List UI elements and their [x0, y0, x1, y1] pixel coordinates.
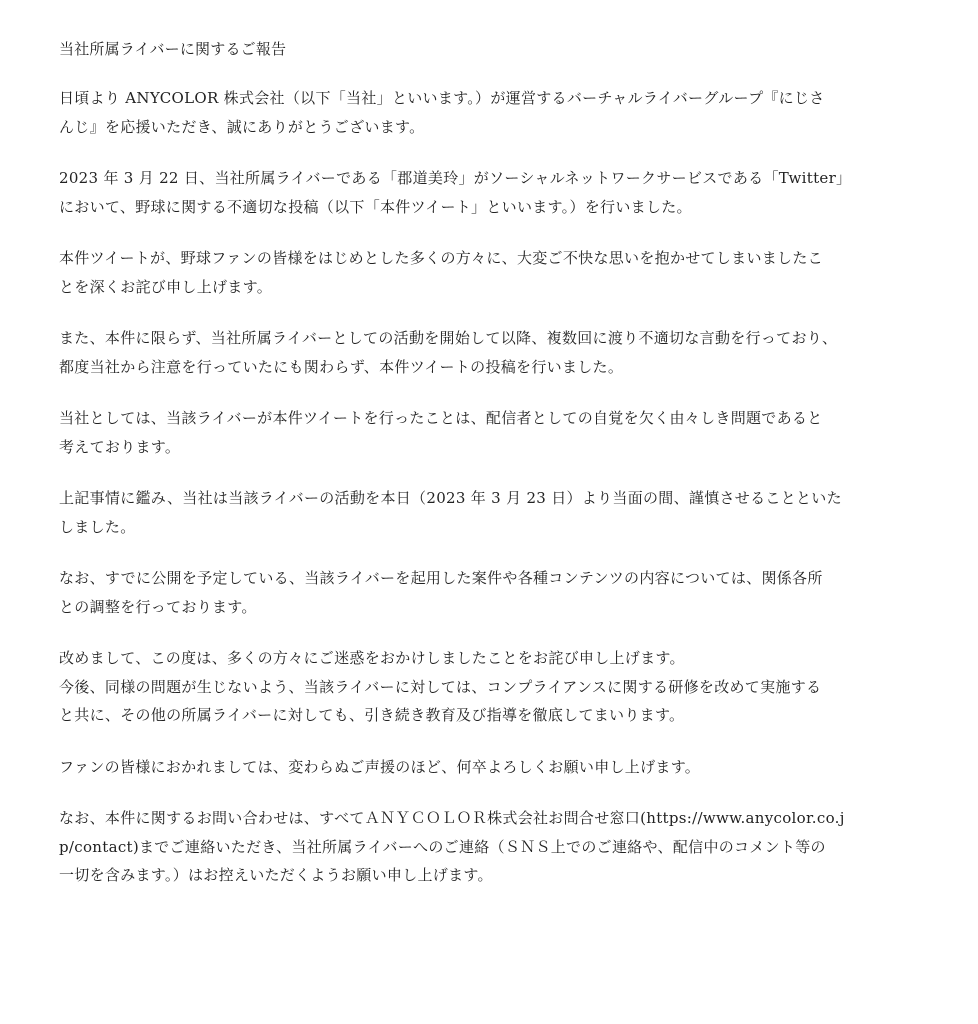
paragraph-line: 考えております。 — [59, 437, 181, 456]
paragraph-line: と共に、その他の所属ライバーに対しても、引き続き教育及び指導を徹底してまいります。 — [59, 706, 685, 724]
paragraph-line: 改めまして、この度は、多くの方々にご迷惑をおかけしましたことをお詫び申し上げます。 — [59, 649, 685, 667]
paragraph-line: なお、すでに公開を予定している、当該ライバーを起用した案件や各種コンテンツの内容については、関係各所 — [59, 569, 823, 587]
paragraph-4 — [59, 324, 927, 381]
paragraph-line: 本件ツイートが、野球ファンの皆様をはじめとした多くの方々に、大変ご不快な思いを抱かせてしまいましたこ — [59, 249, 823, 267]
paragraph-line: 一切を含みます。）はお控えいただくようお願い申し上げます。 — [59, 866, 493, 884]
paragraph-line: 日頃より ANYCOLOR 株式会社（以下「当社」といいます。）が運営するバーチャルライバーグループ『にじさ — [59, 89, 825, 107]
paragraph-line: なお、本件に関するお問い合わせは、すべてＡＮＹＣＯＬＯＲ株式会社お問合せ窓口(https://www.anycolor.co.j — [59, 809, 845, 827]
paragraph-line: しました。 — [59, 517, 136, 536]
paragraph-line: 2023 年 3 月 22 日、当社所属ライバーである「郡道美玲」がソーシャルネットワークサービスである「Twitter」 — [59, 169, 852, 187]
paragraph-line: ファンの皆様におかれましては、変わらぬご声援のほど、何卒よろしくお願い申し上げます。 — [59, 757, 701, 776]
paragraph-line: とを深くお詫び申し上げます。 — [59, 277, 273, 296]
paragraph-line: また、本件に限らず、当社所属ライバーとしての活動を開始して以降、複数回に渡り不適切な言動を行っており、 — [59, 329, 838, 347]
document-title: 当社所属ライバーに関するご報告 — [59, 40, 287, 58]
paragraph-line: んじ』を応援いただき、誠にありがとうございます。 — [59, 117, 425, 136]
paragraph-9 — [59, 753, 927, 782]
paragraph-3 — [59, 244, 927, 301]
paragraph-2 — [59, 164, 927, 221]
paragraph-line: 今後、同様の問題が生じないよう、当該ライバーに対しては、コンプライアンスに関する研修を改めて実施する — [59, 677, 822, 696]
paragraph-6 — [59, 484, 927, 541]
paragraph-line: との調整を行っております。 — [59, 597, 257, 616]
paragraph-line: 都度当社から注意を行っていたにも関わらず、本件ツイートの投稿を行いました。 — [59, 357, 624, 376]
paragraph-line: p/contact)までご連絡いただき、当社所属ライバーへのご連絡（ＳＮＳ上でのご連絡や、配信中のコメント等の — [59, 837, 826, 856]
paragraph-line: において、野球に関する不適切な投稿（以下「本件ツイート」といいます。）を行いました。 — [59, 197, 692, 216]
paragraph-5 — [59, 404, 927, 461]
document-body — [59, 84, 927, 890]
paragraph-7 — [59, 564, 927, 621]
paragraph-1 — [59, 84, 927, 141]
paragraph-line: 当社としては、当該ライバーが本件ツイートを行ったことは、配信者としての自覚を欠く由々しき問題であると — [59, 409, 823, 427]
announcement-document — [59, 36, 927, 913]
paragraph-line: 上記事情に鑑み、当社は当該ライバーの活動を本日（2023 年 3 月 23 日）より当面の間、謹慎させることといた — [59, 489, 842, 507]
paragraph-10 — [59, 804, 927, 890]
paragraph-8 — [59, 644, 927, 730]
